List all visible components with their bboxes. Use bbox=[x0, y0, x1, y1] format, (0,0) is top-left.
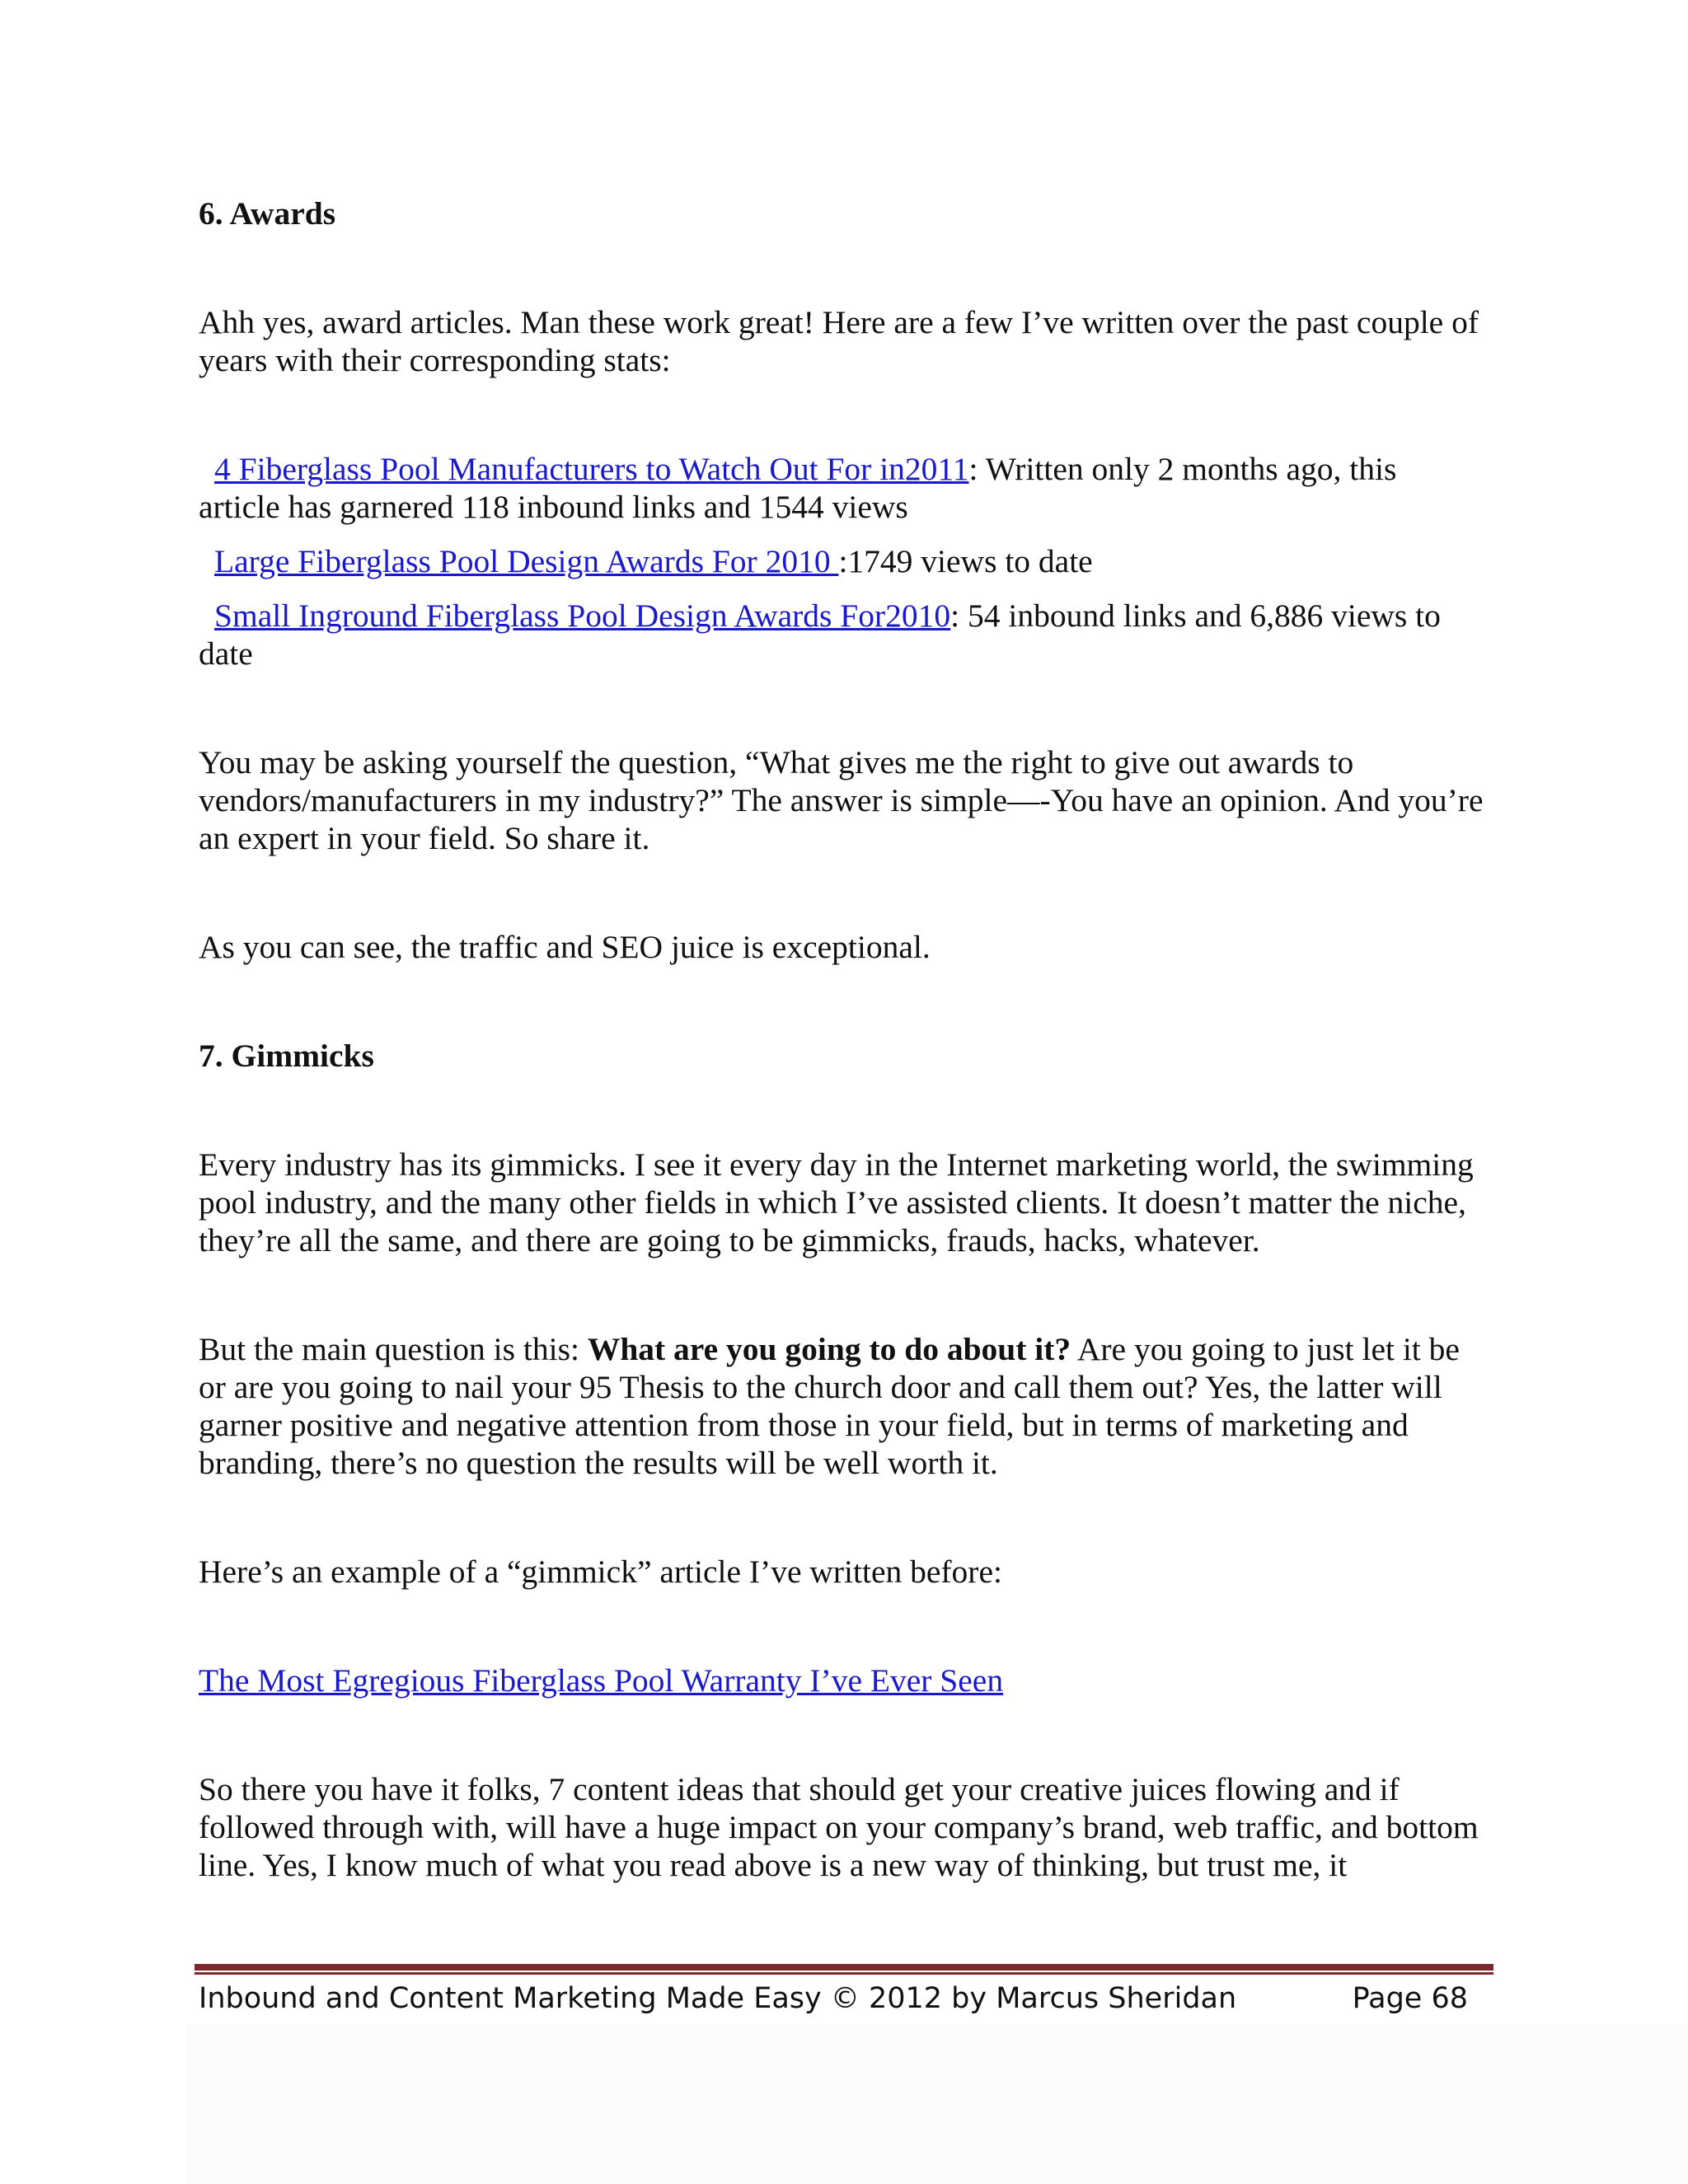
gimmicks-paragraph-2-start: But the main question is this: bbox=[199, 1331, 588, 1367]
footer-divider-thin bbox=[195, 1972, 1493, 1975]
section-heading-awards: 6. Awards bbox=[199, 195, 336, 232]
award-item-3 bbox=[199, 597, 1484, 673]
gimmicks-key-question: What are you going to do about it? bbox=[587, 1331, 1071, 1367]
award-article-link-2[interactable]: Large Fiberglass Pool Design Awards For 2010 bbox=[214, 543, 839, 579]
page-body bbox=[199, 194, 1484, 1884]
award-item-1-stats: : Written only 2 months ago, this article has garnered 118 inbound links and 1544 views bbox=[199, 451, 1397, 525]
award-item-3-stats: : 54 inbound links and 6,886 views to date bbox=[199, 598, 1441, 672]
gimmick-article-link[interactable]: The Most Egregious Fiberglass Pool Warranty I’ve Ever Seen bbox=[199, 1662, 1004, 1699]
awards-conclusion-paragraph: As you can see, the traffic and SEO juice is exceptional. bbox=[199, 929, 931, 965]
page-footer bbox=[199, 1976, 1468, 2021]
gimmick-example-intro: Here’s an example of a “gimmick” article I’ve written before: bbox=[199, 1554, 1002, 1590]
footer-divider-thick bbox=[195, 1964, 1493, 1971]
award-item-2 bbox=[199, 542, 1484, 580]
award-article-link-1[interactable]: 4 Fiberglass Pool Manufacturers to Watch Out For in2011 bbox=[214, 451, 969, 487]
award-article-link-3[interactable]: Small Inground Fiberglass Pool Design Awards For2010 bbox=[214, 598, 951, 634]
awards-intro-paragraph: Ahh yes, award articles. Man these work great! Here are a few I’ve written over the past couple of years with their corresponding stats: bbox=[199, 304, 1479, 378]
awards-question-paragraph: You may be asking yourself the question, “What gives me the right to give out awards to vendors/manufacturers in my industry?” The answer is simple—-You have an opinion. And you’re an expert in your field. So share it. bbox=[199, 744, 1484, 856]
gimmicks-paragraph-2-end: Are you going to just let it be or are you going to nail your 95 Thesis to the church door and call them out? Yes, the latter will garner positive and negative attention from those in your field, but in terms of marketing and branding, there’s no question the results will be well worth it. bbox=[199, 1331, 1460, 1481]
gimmicks-paragraph-1: Every industry has its gimmicks. I see it every day in the Internet marketing world, the swimming pool industry, and the many other fields in which I’ve assisted clients. It doesn’t matter the niche, they’re all the same, and there are going to be gimmicks, frauds, hacks, whatever. bbox=[199, 1146, 1474, 1258]
page-bottom-margin bbox=[185, 2024, 1688, 2184]
award-item-1 bbox=[199, 450, 1484, 526]
footer-copyright: Inbound and Content Marketing Made Easy © 2012 by Marcus Sheridan bbox=[199, 1982, 1237, 2015]
page-number: Page 68 bbox=[1352, 1982, 1468, 2015]
gimmicks-paragraph-2 bbox=[199, 1330, 1484, 1482]
section-heading-gimmicks: 7. Gimmicks bbox=[199, 1038, 374, 1074]
gimmick-example bbox=[199, 1661, 1484, 1699]
award-item-2-stats: :1749 views to date bbox=[838, 543, 1093, 579]
closing-paragraph: So there you have it folks, 7 content ideas that should get your creative juices flowing and if followed through with, will have a huge impact on your company’s brand, web traffic, and bottom line. Yes, I know much of what you read above is a new way of thinking, but trust me, it bbox=[199, 1771, 1479, 1883]
